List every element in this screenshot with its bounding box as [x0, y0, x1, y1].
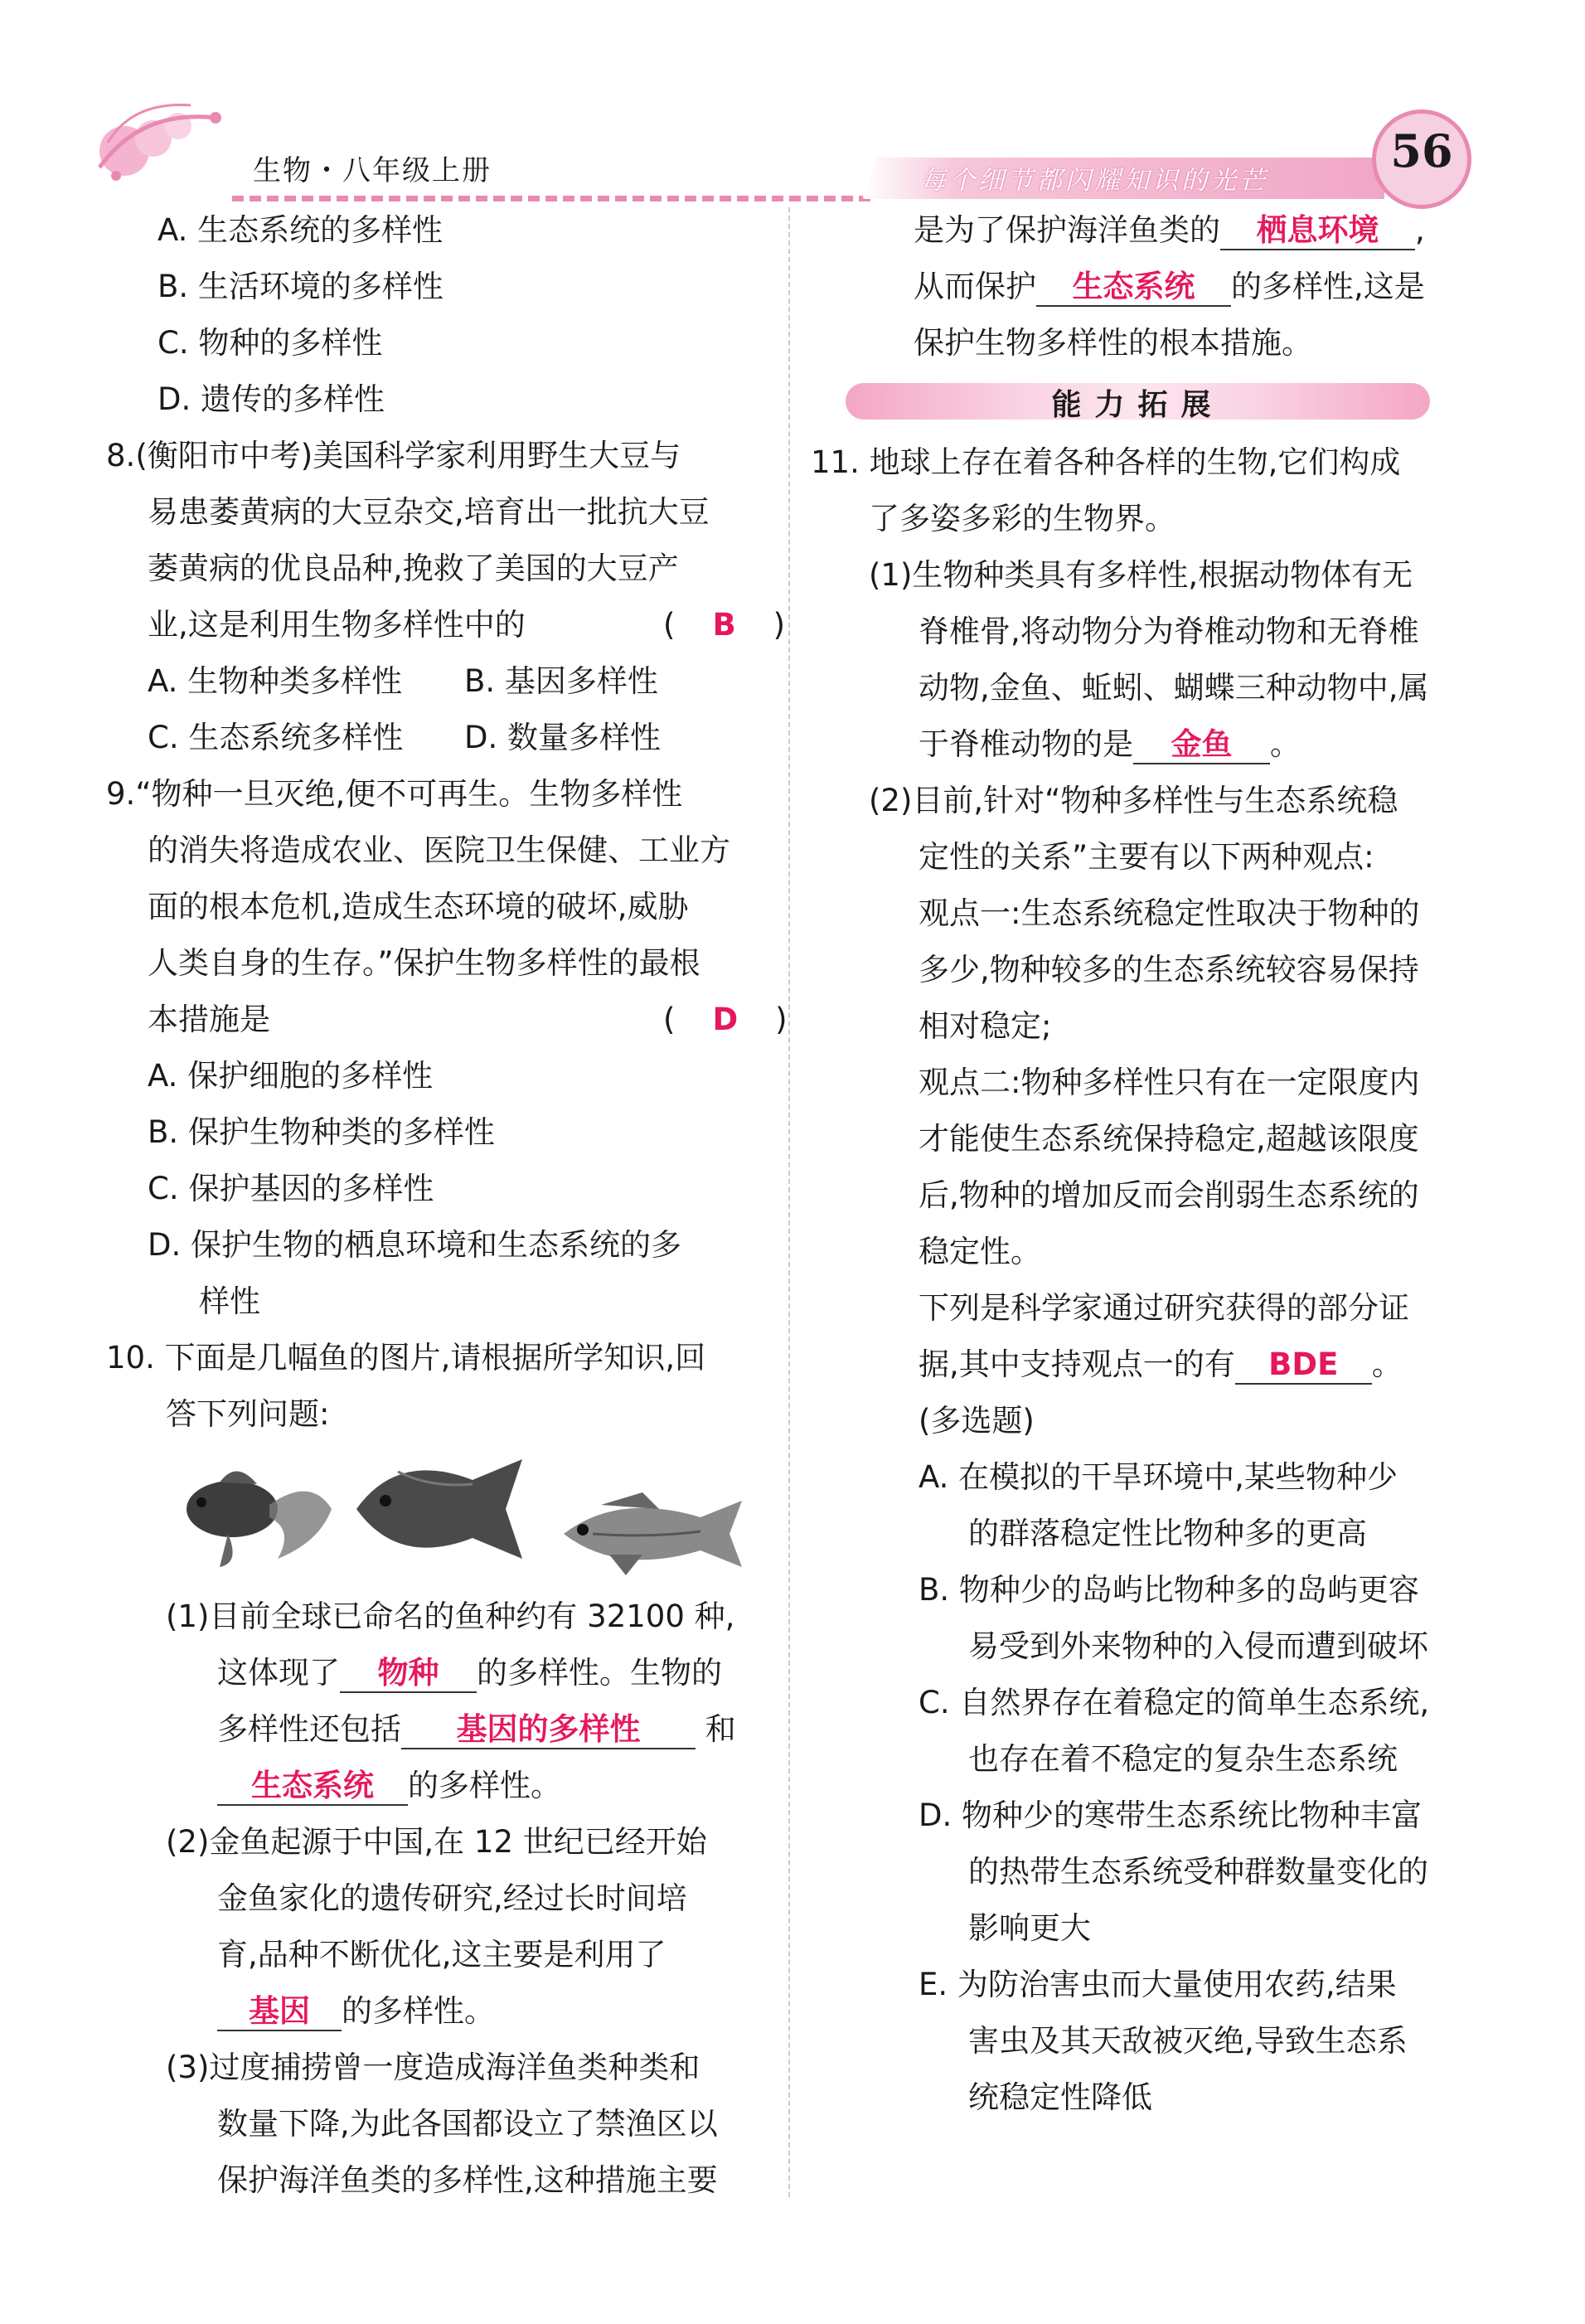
tetra-fish-image [551, 1488, 750, 1579]
q10-p3-line-2: 数量下降,为此各国都设立了禁渔区以 [217, 2106, 718, 2142]
q11-p1-line-2: 脊椎骨,将动物分为脊椎动物和无脊椎 [919, 614, 1419, 649]
q8-text-1: 美国科学家利用野生大豆与 [313, 438, 681, 473]
q8-answer: B [712, 607, 739, 643]
q11-line-2: 了多姿多彩的生物界。 [869, 501, 1175, 536]
q9-line-5: 本措施是 [148, 1002, 270, 1037]
q10-p1-line-2 [217, 1653, 722, 1693]
q11-option-a-1: A. 在模拟的干旱环境中,某些物种少 [919, 1459, 1398, 1495]
q11-option-c-2: 也存在着不稳定的复杂生态系统 [968, 1741, 1398, 1777]
q10-p1-line-1: (1)目前全球已命名的鱼种约有 32100 种, [166, 1599, 735, 1634]
view1-line-3: 相对稳定; [919, 1008, 1052, 1044]
q11-option-d-3: 影响更大 [968, 1910, 1091, 1946]
q10-p1-text-c: 多样性还包括 [217, 1711, 401, 1747]
floral-ornament-icon [91, 93, 240, 192]
q11-p1-blank: 金鱼 [1133, 726, 1270, 764]
q9-option-d-2: 样性 [199, 1283, 260, 1319]
q7-option-c: C. 物种的多样性 [158, 325, 383, 361]
cont-text-a: 是为了保护海洋鱼类的 [914, 212, 1220, 248]
q10-p2-line-1: (2)金鱼起源于中国,在 12 世纪已经开始 [166, 1824, 707, 1860]
q11-p1-line-4 [919, 725, 1301, 764]
q8-option-b: B. 基因多样性 [464, 663, 658, 699]
q11-option-e-1: E. 为防治害虫而大量使用农药,结果 [919, 1967, 1397, 2002]
view2-line-4: 稳定性。 [919, 1234, 1041, 1269]
evidence-line-3: (多选题) [919, 1403, 1035, 1439]
q9-line-3: 面的根本危机,造成生态环境的破坏,威胁 [148, 889, 689, 924]
q10-p1-text-e: 的多样性。 [408, 1768, 561, 1803]
view2-line-1: 观点二:物种多样性只有在一定限度内 [919, 1065, 1420, 1100]
q9-answer-paren: ( D ) [663, 1002, 791, 1037]
q7-option-b: B. 生活环境的多样性 [158, 269, 444, 304]
page-number: 56 [1390, 124, 1453, 177]
q11-option-d-2: 的热带生态系统受种群数量变化的 [968, 1854, 1428, 1890]
evidence-line-1: 下列是科学家通过研究获得的部分证 [919, 1290, 1409, 1326]
cont-text-d: 的多样性,这是 [1231, 269, 1425, 304]
q10-line-2: 答下列问题: [166, 1396, 330, 1432]
q8-line-3: 萎黄病的优良品种,挽救了美国的大豆产 [148, 551, 679, 586]
pomfret-image [348, 1447, 531, 1571]
q10-p3-cont-line-1 [914, 211, 1425, 250]
evidence-line-2 [919, 1345, 1403, 1385]
view1-line-2: 多少,物种较多的生态系统较容易保持 [919, 952, 1419, 987]
q11-option-c-1: C. 自然界存在着稳定的简单生态系统, [919, 1685, 1430, 1720]
q10-number: 10. [106, 1340, 155, 1375]
q11-option-b-1: B. 物种少的岛屿比物种多的岛屿更容 [919, 1572, 1419, 1608]
column-divider [788, 207, 790, 2197]
q9-line-2: 的消失将造成农业、医院卫生保健、工业方 [148, 832, 730, 868]
q10-p2-blank: 基因 [217, 1993, 342, 2031]
q11-p2-blank: BDE [1235, 1346, 1372, 1385]
q8-option-d: D. 数量多样性 [464, 720, 662, 755]
evidence-text-b: 。 [1371, 1346, 1403, 1382]
slogan: 每个细节都闪耀知识的光芒 [920, 166, 1268, 196]
q8-line-2: 易患萎黄病的大豆杂交,培育出一批抗大豆 [148, 494, 710, 530]
q11-text-1: 地球上存在着各种各样的生物,它们构成 [869, 444, 1401, 480]
q10-p3-blank-2: 生态系统 [1036, 269, 1231, 307]
q10-p3-cont-line-3: 保护生物多样性的根本措施。 [914, 325, 1312, 361]
q10-line-1 [106, 1338, 705, 1378]
q9-line-1 [106, 774, 682, 814]
q11-option-b-2: 易受到外来物种的入侵而遭到破坏 [968, 1628, 1428, 1664]
evidence-text-a: 据,其中支持观点一的有 [919, 1346, 1235, 1382]
q8-line-1 [106, 436, 681, 476]
cont-text-c: 从而保护 [914, 269, 1036, 304]
q10-p3-blank-1: 栖息环境 [1220, 212, 1415, 250]
q9-option-b: B. 保护生物种类的多样性 [148, 1114, 495, 1150]
q11-option-e-2: 害虫及其天敌被灭绝,导致生态系 [968, 2023, 1408, 2059]
q9-text-1: “物种一旦灭绝,便不可再生。生物多样性 [135, 776, 683, 812]
q7-option-d: D. 遗传的多样性 [158, 381, 385, 417]
q10-p3-line-1: (3)过度捕捞曾一度造成海洋鱼类种类和 [166, 2050, 700, 2085]
q11-number: 11. [811, 444, 860, 480]
view1-line-1: 观点一:生态系统稳定性取决于物种的 [919, 895, 1420, 931]
q8-source: (衡阳市中考) [135, 438, 313, 473]
q10-p1-line-3 [217, 1710, 736, 1749]
q10-text-1: 下面是几幅鱼的图片,请根据所学知识,回 [164, 1340, 706, 1375]
q10-p1-blank-3: 生态系统 [217, 1768, 408, 1806]
q10-p1-text-d: 和 [705, 1711, 736, 1747]
q8-number: 8. [106, 438, 136, 473]
q10-p1-blank-1: 物种 [340, 1655, 477, 1693]
q9-number: 9. [106, 776, 136, 812]
q9-line-4: 人类自身的生存。”保护生物多样性的最根 [148, 945, 700, 981]
q11-option-a-2: 的群落稳定性比物种多的更高 [968, 1516, 1367, 1551]
q10-p1-text-b: 的多样性。生物的 [477, 1655, 722, 1691]
q9-option-c: C. 保护基因的多样性 [148, 1171, 434, 1206]
q10-p3-cont-line-2 [914, 267, 1425, 307]
q10-p2-text-b: 的多样性。 [342, 1993, 495, 2029]
view2-line-3: 后,物种的增加反而会削弱生态系统的 [919, 1177, 1419, 1213]
q10-p1-text-a: 这体现了 [217, 1655, 340, 1691]
q9-option-a: A. 保护细胞的多样性 [148, 1058, 434, 1094]
q10-p1-line-4 [217, 1766, 561, 1806]
q8-answer-paren: ( B ) [663, 607, 789, 643]
q11-p1-text-b: 。 [1270, 726, 1301, 762]
q10-p1-blank-2: 基因的多样性 [401, 1711, 696, 1749]
goldfish-image [170, 1459, 336, 1571]
q10-p3-line-3: 保护海洋鱼类的多样性,这种措施主要 [217, 2162, 718, 2198]
section-title: 能力拓展 [1051, 388, 1224, 422]
q10-p2-line-4 [217, 1992, 495, 2031]
q10-p2-line-2: 金鱼家化的遗传研究,经过长时间培 [217, 1880, 687, 1916]
q9-answer: D [712, 1002, 742, 1037]
q9-option-d-1: D. 保护生物的栖息环境和生态系统的多 [148, 1227, 682, 1263]
q11-p1-text-a: 于脊椎动物的是 [919, 726, 1133, 762]
q8-option-c: C. 生态系统多样性 [148, 720, 404, 755]
q11-p1-line-3: 动物,金鱼、蚯蚓、蝴蝶三种动物中,属 [919, 670, 1429, 706]
q8-line-4: 业,这是利用生物多样性中的 [148, 607, 526, 643]
q11-line-1 [811, 443, 1400, 483]
view2-line-2: 才能使生态系统保持稳定,超越该限度 [919, 1121, 1419, 1157]
q8-option-a: A. 生物种类多样性 [148, 663, 403, 699]
cont-text-b: , [1415, 212, 1425, 248]
q11-p2-line-1: (2)目前,针对“物种多样性与生态系统稳 [869, 783, 1398, 818]
q10-p2-line-3: 育,品种不断优化,这主要是利用了 [217, 1937, 666, 1972]
header-dashed-rule [232, 196, 870, 201]
q7-option-a: A. 生态系统的多样性 [158, 212, 444, 248]
q11-p2-line-2: 定性的关系”主要有以下两种观点: [919, 839, 1374, 875]
q11-option-e-3: 统稳定性降低 [968, 2079, 1152, 2115]
q11-p1-line-1: (1)生物种类具有多样性,根据动物体有无 [869, 557, 1413, 593]
q11-option-d-1: D. 物种少的寒带生态系统比物种丰富 [919, 1798, 1423, 1833]
book-title: 生物・八年级上册 [253, 154, 492, 187]
